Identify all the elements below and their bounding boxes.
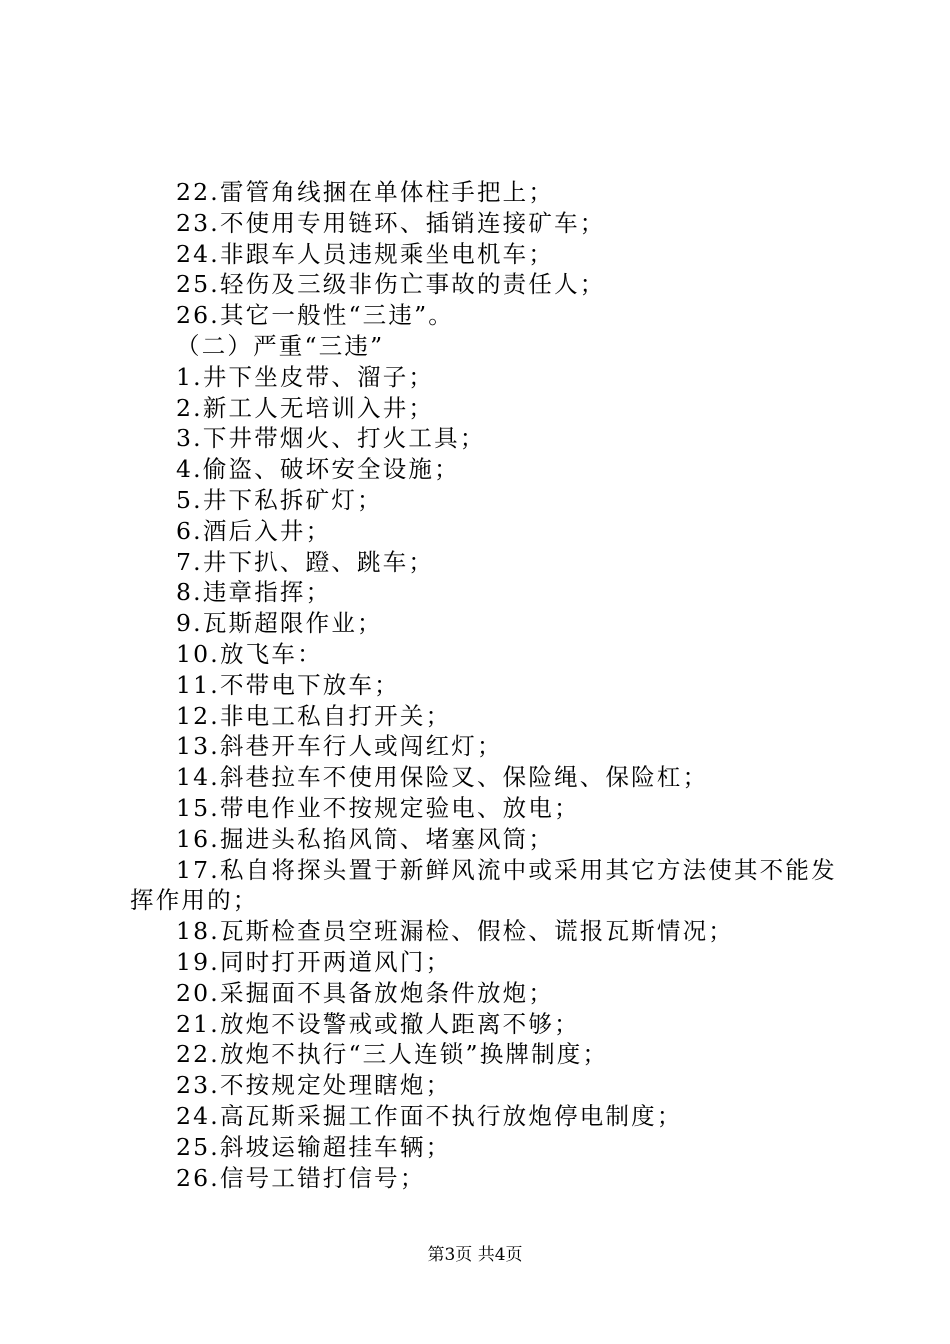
list-item: 26.信号工错打信号； bbox=[176, 1163, 426, 1192]
list-item: 20.采掘面不具备放炮条件放炮； bbox=[176, 978, 555, 1007]
list-item: 25.轻伤及三级非伤亡事故的责任人； bbox=[176, 270, 606, 299]
list-item: 5.井下私拆矿灯； bbox=[176, 485, 383, 514]
list-item: 4.偷盗、破坏安全设施； bbox=[176, 455, 460, 484]
list-item: 11.不带电下放车； bbox=[176, 670, 400, 699]
list-item: 22.雷管角线捆在单体柱手把上； bbox=[176, 178, 555, 206]
list-item: 2.新工人无培训入井； bbox=[176, 393, 435, 422]
list-item: 3.下井带烟火、打火工具； bbox=[176, 424, 486, 453]
list-item: 19.同时打开两道风门； bbox=[176, 947, 452, 976]
list-item: 16.掘进头私掐风筒、堵塞风筒； bbox=[176, 824, 555, 853]
list-item-wrapped-second: 挥作用的； bbox=[130, 886, 259, 915]
document-body bbox=[130, 177, 837, 1193]
list-item: 18.瓦斯检查员空班漏检、假检、谎报瓦斯情况； bbox=[176, 917, 734, 946]
list-item: 24.高瓦斯采掘工作面不执行放炮停电制度； bbox=[176, 1101, 683, 1130]
list-item: 25.斜坡运输超挂车辆； bbox=[176, 1132, 452, 1161]
list-item: 23.不按规定处理瞎炮； bbox=[176, 1071, 452, 1100]
list-item: 1.井下坐皮带、溜子； bbox=[176, 362, 435, 391]
list-item: 14.斜巷拉车不使用保险叉、保险绳、保险杠； bbox=[176, 763, 709, 792]
list-item: 22.放炮不执行“三人连锁”换牌制度； bbox=[176, 1040, 609, 1069]
page-footer bbox=[0, 1244, 950, 1266]
section-heading: （二）严重“三违” bbox=[176, 331, 385, 360]
list-item: 13.斜巷开车行人或闯红灯； bbox=[176, 732, 503, 761]
list-item: 21.放炮不设警戒或撤人距离不够； bbox=[176, 1009, 580, 1038]
list-item: 12.非电工私自打开关； bbox=[176, 701, 452, 730]
list-item: 24.非跟车人员违规乘坐电机车； bbox=[176, 239, 555, 268]
list-item: 10.放飞车： bbox=[176, 639, 323, 668]
list-item: 15.带电作业不按规定验电、放电； bbox=[176, 793, 580, 822]
list-item: 9.瓦斯超限作业； bbox=[176, 609, 383, 638]
list-item: 26.其它一般性“三违”。 bbox=[176, 301, 455, 330]
list-item: 7.井下扒、蹬、跳车； bbox=[176, 547, 435, 576]
list-item: 8.违章指挥； bbox=[176, 578, 332, 607]
list-item: 23.不使用专用链环、插销连接矿车； bbox=[176, 208, 606, 237]
list-item-wrapped-first: 17.私自将探头置于新鲜风流中或采用其它方法使其不能发 bbox=[176, 855, 837, 884]
list-item: 6.酒后入井； bbox=[176, 516, 332, 545]
page-number-label: 第3页 共4页 bbox=[427, 1245, 523, 1265]
